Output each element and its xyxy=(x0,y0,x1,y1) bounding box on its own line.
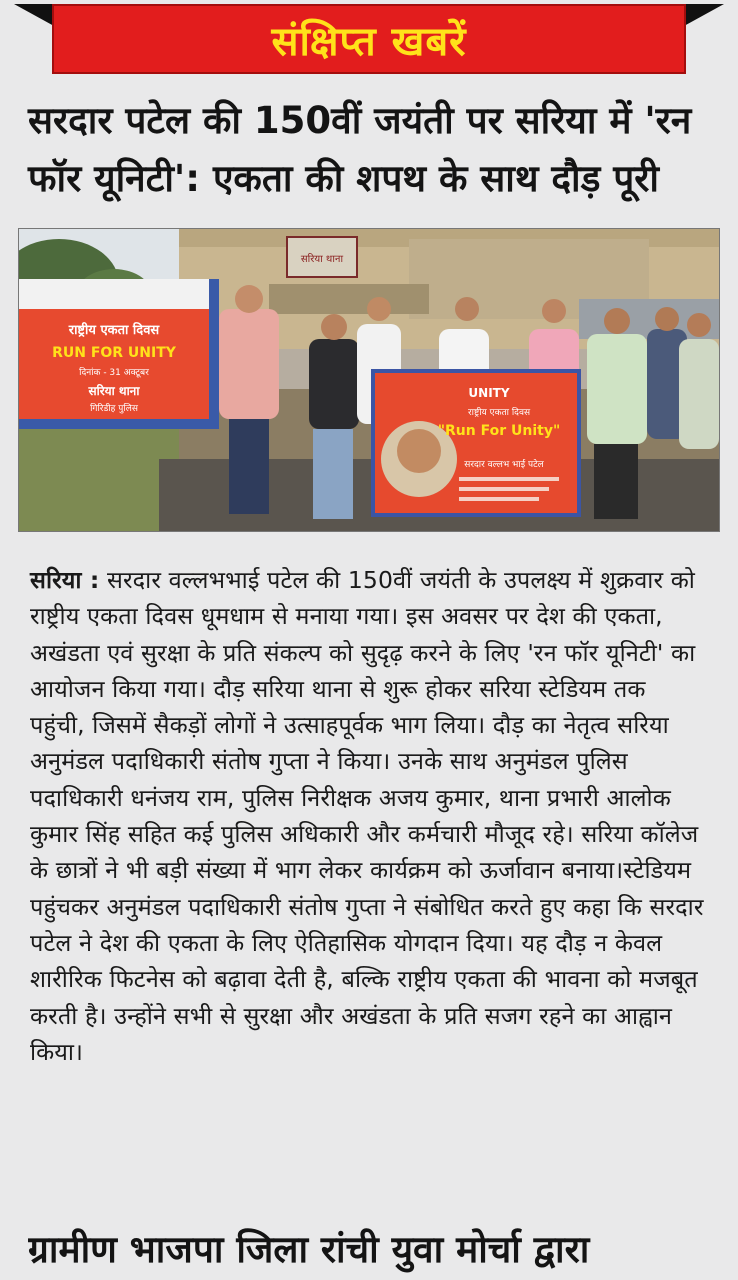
left-banner-line1: राष्ट्रीय एकता दिवस xyxy=(68,323,160,338)
dateline: सरिया : xyxy=(30,566,100,594)
left-banner-line2: RUN FOR UNITY xyxy=(52,345,176,361)
center-banner-top: UNITY xyxy=(468,386,510,400)
left-banner-line5: गिरिडीह पुलिस xyxy=(90,404,138,414)
center-banner-line3: सरदार वल्लभ भाई पटेल xyxy=(464,460,544,470)
article-photo xyxy=(18,228,720,532)
next-article-headline: ग्रामीण भाजपा जिला रांची युवा मोर्चा द्वारा xyxy=(28,1228,590,1271)
left-photo-banner xyxy=(19,279,219,429)
banner-left-ribbon xyxy=(14,4,54,26)
banner-right-ribbon xyxy=(684,4,724,26)
center-photo-banner xyxy=(371,369,581,517)
center-banner-line1: राष्ट्रीय एकता दिवस xyxy=(467,408,531,418)
section-header xyxy=(0,0,738,80)
left-banner-line3: दिनांक - 31 अक्टूबर xyxy=(79,368,149,378)
article-body xyxy=(30,562,706,1070)
center-banner-line2: "Run For Unity" xyxy=(437,423,561,439)
building-sign: सरिया थाना xyxy=(300,254,344,265)
left-banner-line4: सरिया थाना xyxy=(88,384,140,398)
article-body-text: सरदार वल्लभभाई पटेल की 150वीं जयंती के उपलक्ष्य में शुक्रवार को राष्ट्रीय एकता दिवस धूमधाम से मनाया गया। इस अवसर पर देश की एकता, अखंडता एवं सुरक्षा के प्रति संकल्प को सुदृढ़ करने के लिए 'रन फॉर यूनिटी' का आयोजन किया गया। दौड़ सरिया थाना से शुरू होकर सरिया स्टेडियम तक पहुंची, जिसमें सैकड़ों लोगों ने उत्साहपूर्वक भाग लिया। दौड़ का नेतृत्व सरिया अनुमंडल पदाधिकारी संतोष गुप्ता ने किया। उनके साथ अनुमंडल पुलिस पदाधिकारी धनंजय राम, पुलिस निरीक्षक अजय कुमार, थाना प्रभारी आलोक कुमार सिंह सहित कई पुलिस अधिकारी और कर्मचारी मौजूद रहे। सरिया कॉलेज के छात्रों ने भी बड़ी संख्या में भाग लेकर कार्यक्रम को ऊर्जावान बनाया।स्टेडियम पहुंचकर अनुमंडल पदाधिकारी संतोष गुप्ता ने संबोधित करते हुए कहा कि सरदार पटेल ने देश की एकता के लिए ऐतिहासिक योगदान दिया। यह दौड़ न केवल शारीरिक फिटनेस को बढ़ावा देती है, बल्कि राष्ट्रीय एकता की भावना को मजबूत करती है। उन्होंने सभी से सुरक्षा और अखंडता के प्रति सजग रहने का आह्वान किया। xyxy=(30,566,704,1066)
section-title: संक्षिप्त खबरें xyxy=(271,18,467,65)
section-banner xyxy=(52,4,686,74)
article-headline: सरदार पटेल की 150वीं जयंती पर सरिया में 'रन फॉर यूनिटी': एकता की शपथ के साथ दौड़ पूरी xyxy=(28,99,692,200)
